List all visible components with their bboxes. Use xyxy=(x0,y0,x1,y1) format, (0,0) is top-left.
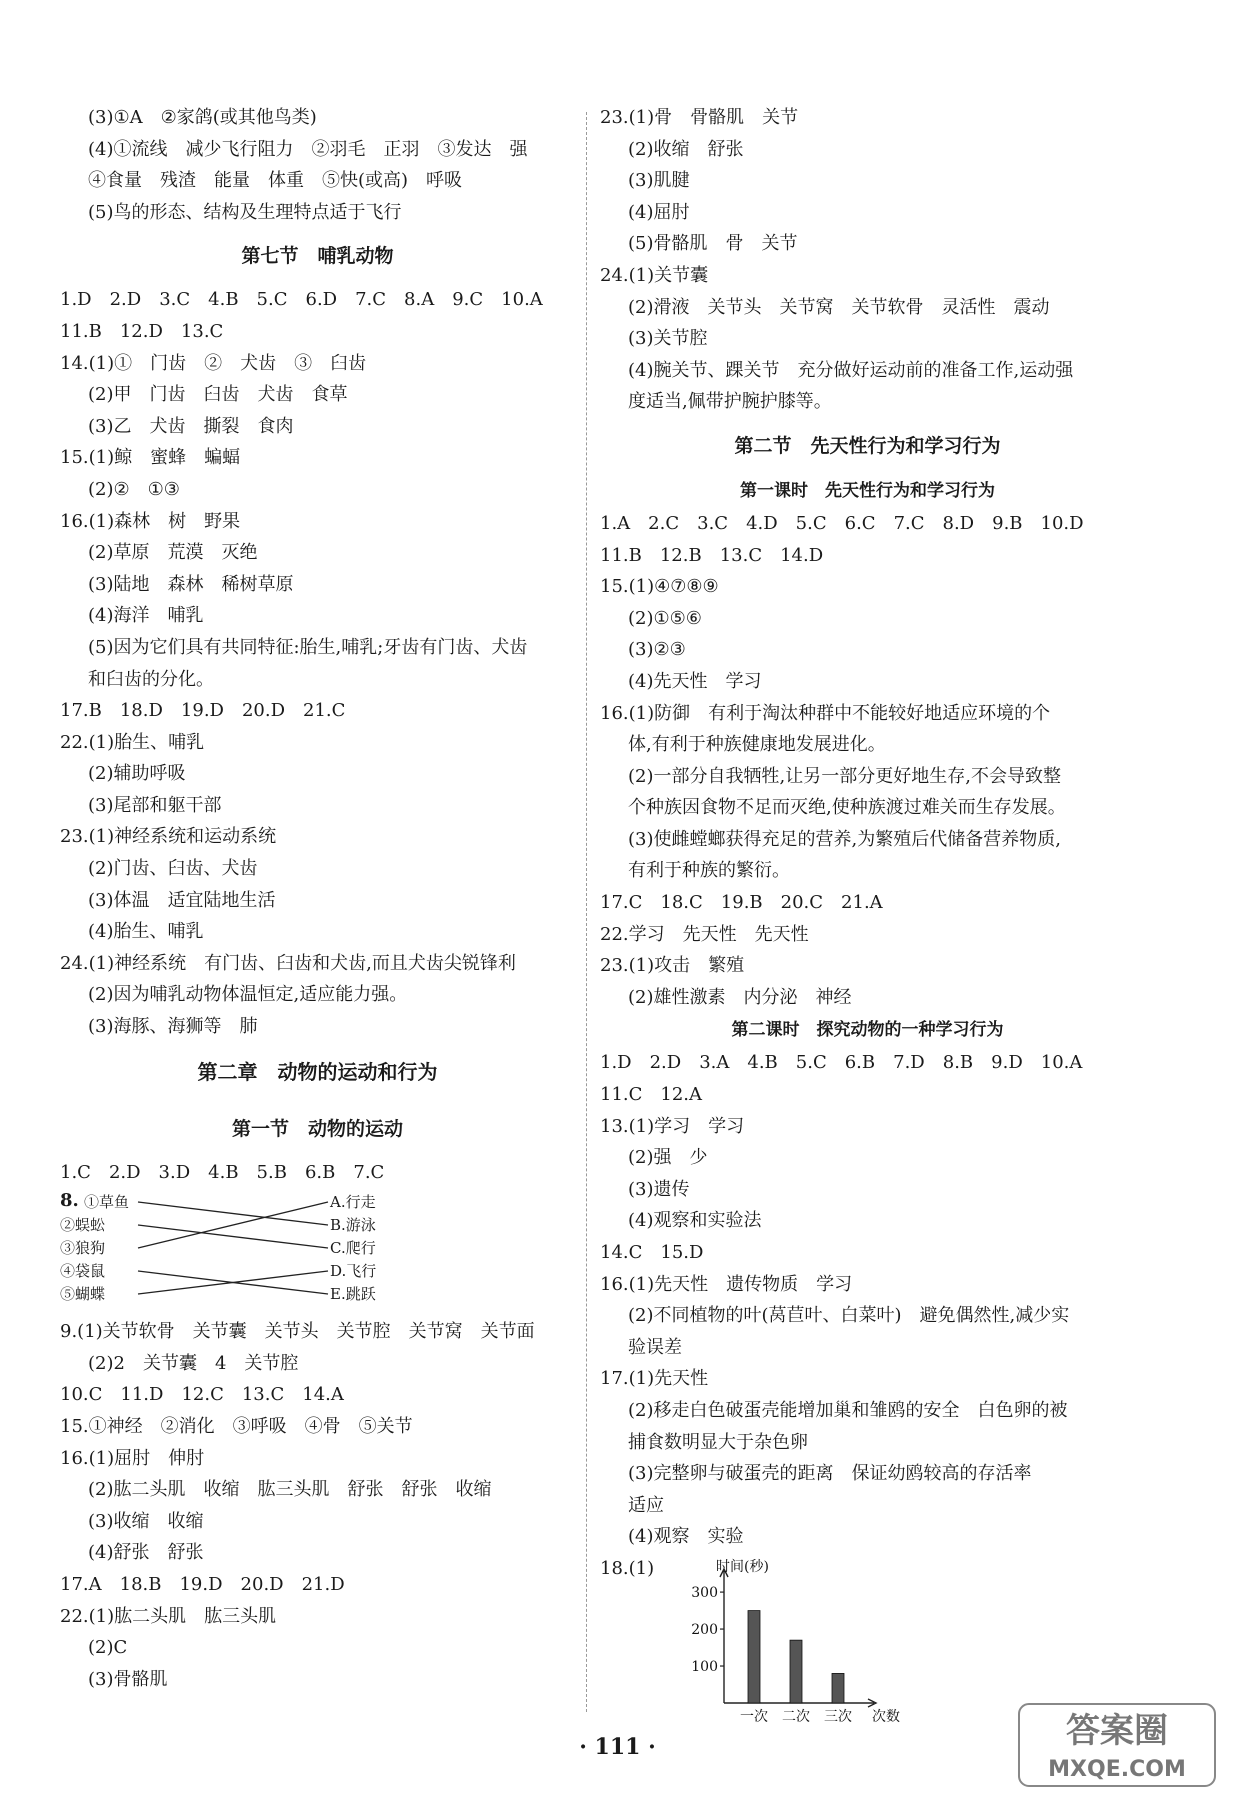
right-column xyxy=(600,102,1135,1743)
answer-subline: (4)观察 实验 xyxy=(628,1526,744,1548)
answer-subline: (3)肌腱 xyxy=(628,170,690,192)
answer-line: 22.学习 先天性 先天性 xyxy=(600,923,809,945)
answer-subline: 度适当,佩带护腕护膝等。 xyxy=(628,391,832,413)
answer-line: 24.(1)神经系统 有门齿、臼齿和犬齿,而且犬齿尖锐锋利 xyxy=(60,952,516,974)
chart-number: 18.(1) xyxy=(600,1557,655,1579)
answer-subline: (3)②③ xyxy=(628,639,686,661)
lesson-heading: 第二课时 探究动物的一种学习行为 xyxy=(731,1020,1004,1041)
answer-subline: (4)①流线 减少飞行阻力 ②羽毛 正羽 ③发达 强 xyxy=(88,138,528,160)
answer-subline: (5)骨骼肌 骨 关节 xyxy=(628,233,798,255)
section-heading: 第七节 哺乳动物 xyxy=(241,245,394,268)
answer-line: 23.(1)攻击 繁殖 xyxy=(600,955,745,977)
match-right-item: E.跳跃 xyxy=(330,1285,376,1304)
match-right-item: A.行走 xyxy=(330,1193,376,1212)
answer-subline: 适应 xyxy=(628,1494,664,1516)
answer-subline: 捕食数明显大于杂色卵 xyxy=(628,1431,808,1453)
answer-subline: (3)乙 犬齿 撕裂 食肉 xyxy=(88,415,294,437)
match-lines xyxy=(60,1188,580,1316)
y-tick-label: 100 xyxy=(691,1658,718,1675)
answer-subline: (3)遗传 xyxy=(628,1178,690,1200)
answer-line: 11.B 12.B 13.C 14.D xyxy=(600,544,824,566)
answer-subline: 验误差 xyxy=(628,1336,682,1358)
answer-subline: (3)体温 适宜陆地生活 xyxy=(88,889,276,911)
answer-subline: (5)因为它们具有共同特征:胎生,哺乳;牙齿有门齿、犬齿 xyxy=(88,636,528,658)
answer-subline: (3)①A ②家鸽(或其他鸟类) xyxy=(88,107,317,128)
answer-subline: ④食量 残渣 能量 体重 ⑤快(或高) 呼吸 xyxy=(88,170,463,192)
answer-line: 13.(1)学习 学习 xyxy=(600,1115,745,1137)
answer-subline: (2)甲 门齿 臼齿 犬齿 食草 xyxy=(88,384,348,406)
answer-line: 16.(1)防御 有利于淘汰种群中不能较好地适应环境的个 xyxy=(600,702,1051,724)
answer-subline: 和臼齿的分化。 xyxy=(88,668,214,690)
match-right-item: C.爬行 xyxy=(330,1239,376,1258)
answer-subline: (2)草原 荒漠 灭绝 xyxy=(88,542,258,564)
match-left-item: ⑤蝴蝶 xyxy=(60,1285,106,1304)
answer-line: 17.B 18.D 19.D 20.D 21.C xyxy=(60,700,346,722)
answer-line: 16.(1)屈肘 伸肘 xyxy=(60,1447,205,1469)
answer-subline: (2)因为哺乳动物体温恒定,适应能力强。 xyxy=(88,984,408,1006)
match-right-item: B.游泳 xyxy=(330,1216,376,1235)
answer-subline: (2)2 关节囊 4 关节腔 xyxy=(88,1352,299,1374)
column-divider xyxy=(586,112,587,1712)
match-link-line xyxy=(138,1202,328,1225)
answer-subline: (3)陆地 森林 稀树草原 xyxy=(88,573,294,595)
bar xyxy=(832,1673,844,1703)
match-left-item: ②蜈蚣 xyxy=(60,1216,106,1235)
answer-line: 23.(1)神经系统和运动系统 xyxy=(60,826,277,848)
watermark-logo xyxy=(1017,1702,1217,1788)
match-link-line xyxy=(138,1225,328,1248)
answer-line: 16.(1)先天性 遗传物质 学习 xyxy=(600,1273,853,1295)
answer-subline: (2)辅助呼吸 xyxy=(88,763,186,785)
answer-line: 15.(1)④⑦⑧⑨ xyxy=(600,576,719,598)
answer-line: 22.(1)肱二头肌 肱三头肌 xyxy=(60,1605,277,1627)
answer-line: 15.①神经 ②消化 ③呼吸 ④骨 ⑤关节 xyxy=(60,1416,413,1437)
answer-subline: (2)收缩 舒张 xyxy=(628,138,744,160)
answer-line: 22.(1)胎生、哺乳 xyxy=(60,731,205,753)
answer-line: 24.(1)关节囊 xyxy=(600,264,709,286)
page-number-value: 111 xyxy=(594,1734,641,1760)
answer-subline: (2)一部分自我牺牲,让另一部分更好地生存,不会导致整 xyxy=(628,765,1061,787)
chapter-heading: 第二章 动物的运动和行为 xyxy=(197,1059,438,1084)
answer-subline: (2)门齿、臼齿、犬齿 xyxy=(88,858,258,880)
answer-line: 23.(1)骨 骨骼肌 关节 xyxy=(600,107,799,128)
answer-subline: (2)移走白色破蛋壳能增加巢和雏鸥的安全 白色卵的被 xyxy=(628,1399,1068,1421)
answer-subline: (4)舒张 舒张 xyxy=(88,1542,204,1564)
answer-subline: (4)海洋 哺乳 xyxy=(88,605,204,627)
answer-subline: 体,有利于种族健康地发展进化。 xyxy=(628,734,886,756)
answer-subline: (3)骨骼肌 xyxy=(88,1668,168,1690)
page-number: · 111 · xyxy=(579,1734,656,1760)
bar xyxy=(748,1611,760,1703)
watermark-bottom: MXQE.COM xyxy=(1048,1757,1186,1782)
answer-subline: 有利于种族的繁衍。 xyxy=(628,860,790,882)
answer-line: 11.B 12.D 13.C xyxy=(60,320,224,342)
match-left-item: ①草鱼 xyxy=(84,1193,130,1212)
answer-subline: (3)使雌螳螂获得充足的营养,为繁殖后代储备营养物质, xyxy=(628,828,1061,850)
y-tick-label: 300 xyxy=(691,1585,718,1602)
answer-subline: (3)收缩 收缩 xyxy=(88,1510,204,1532)
watermark-top: 答案圈 xyxy=(1066,1711,1168,1751)
answer-line: 10.C 11.D 12.C 13.C 14.A xyxy=(60,1384,344,1406)
lesson-heading: 第一课时 先天性行为和学习行为 xyxy=(740,480,995,501)
answer-subline: (4)屈肘 xyxy=(628,201,690,223)
answer-subline: (3)关节腔 xyxy=(628,328,708,350)
answer-subline: (4)胎生、哺乳 xyxy=(88,921,204,943)
bar-chart xyxy=(648,1553,948,1743)
answer-subline: (2)C xyxy=(88,1637,128,1659)
answer-line: 17.(1)先天性 xyxy=(600,1368,709,1390)
answer-subline: (3)海豚、海狮等 肺 xyxy=(88,1016,258,1038)
answer-line: 17.A 18.B 19.D 20.D 21.D xyxy=(60,1573,345,1595)
answer-subline: (3)尾部和躯干部 xyxy=(88,794,222,816)
answer-line: 11.C 12.A xyxy=(600,1084,703,1106)
answer-subline: (3)完整卵与破蛋壳的距离 保证幼鸥较高的存活率 xyxy=(628,1463,1032,1485)
section-heading: 第二节 先天性行为和学习行为 xyxy=(734,434,1001,457)
answer-line: 14.C 15.D xyxy=(600,1242,704,1263)
x-tick-label: 二次 xyxy=(782,1708,810,1725)
answer-subline: (2)①⑤⑥ xyxy=(628,607,702,629)
match-left-item: ③狼狗 xyxy=(60,1239,106,1258)
match-number: 8. xyxy=(60,1190,79,1212)
section-heading: 第一节 动物的运动 xyxy=(231,1117,403,1140)
answer-subline: (5)鸟的形态、结构及生理特点适于飞行 xyxy=(88,201,402,223)
answer-subline: (2)② ①③ xyxy=(88,478,180,500)
answer-subline: (4)先天性 学习 xyxy=(628,670,762,692)
answer-subline: (4)腕关节、踝关节 充分做好运动前的准备工作,运动强 xyxy=(628,359,1074,381)
match-link-line xyxy=(138,1202,328,1248)
match-left-item: ④袋鼠 xyxy=(60,1262,106,1281)
answer-subline: (2)不同植物的叶(莴苣叶、白菜叶) 避免偶然性,减少实 xyxy=(628,1305,1070,1327)
y-axis-label: 时间(秒) xyxy=(716,1558,769,1575)
answer-line: 1.D 2.D 3.C 4.B 5.C 6.D 7.C 8.A 9.C 10.A xyxy=(60,289,543,311)
answer-line: 15.(1)鲸 蜜蜂 蝙蝠 xyxy=(60,447,241,469)
answer-line: 9.(1)关节软骨 关节囊 关节头 关节腔 关节窝 关节面 xyxy=(60,1321,535,1343)
answer-line: 1.A 2.C 3.C 4.D 5.C 6.C 7.C 8.D 9.B 10.D xyxy=(600,512,1084,534)
answer-line: 1.C 2.D 3.D 4.B 5.B 6.B 7.C xyxy=(60,1161,385,1183)
match-right-item: D.飞行 xyxy=(330,1262,377,1281)
match-question xyxy=(60,1188,575,1316)
answer-line: 16.(1)森林 树 野果 xyxy=(60,510,241,532)
answer-subline: (2)滑液 关节头 关节窝 关节软骨 灵活性 震动 xyxy=(628,296,1050,318)
answer-subline: 个种族因食物不足而灭绝,使种族渡过难关而生存发展。 xyxy=(628,797,1066,819)
left-column xyxy=(60,102,575,1695)
answer-subline: (2)肱二头肌 收缩 肱三头肌 舒张 舒张 收缩 xyxy=(88,1479,492,1501)
answer-line: 17.C 18.C 19.B 20.C 21.A xyxy=(600,892,883,914)
answer-line: 1.D 2.D 3.A 4.B 5.C 6.B 7.D 8.B 9.D 10.A xyxy=(600,1052,1083,1074)
answer-line: 14.(1)① 门齿 ② 犬齿 ③ 臼齿 xyxy=(60,352,367,374)
y-tick-label: 200 xyxy=(691,1621,718,1638)
answer-subline: (4)观察和实验法 xyxy=(628,1210,762,1232)
x-axis-label: 次数 xyxy=(872,1708,900,1725)
answer-subline: (2)雄性激素 内分泌 神经 xyxy=(628,986,852,1008)
x-tick-label: 一次 xyxy=(740,1708,768,1725)
bar xyxy=(790,1640,802,1703)
x-tick-label: 三次 xyxy=(824,1708,852,1725)
answer-subline: (2)强 少 xyxy=(628,1147,708,1169)
